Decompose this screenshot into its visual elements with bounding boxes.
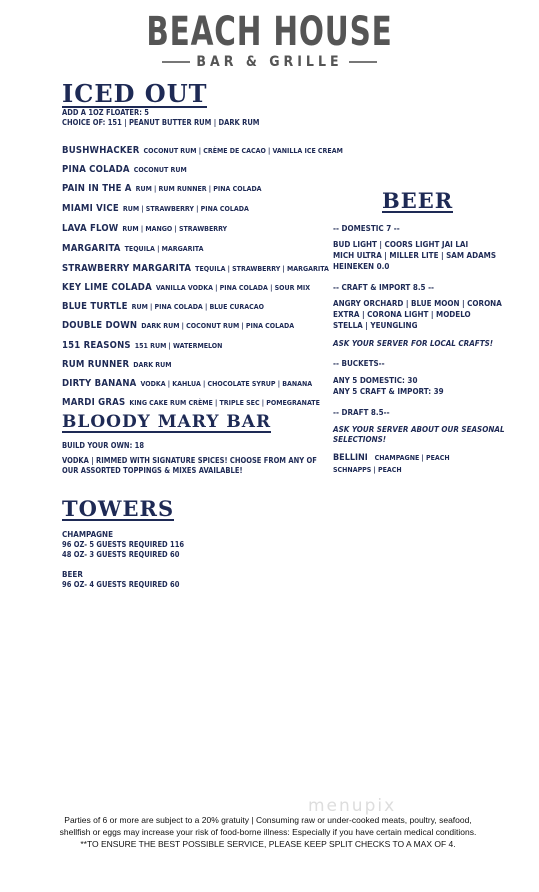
bloody-mary-title: BLOODY MARY BAR (62, 412, 272, 432)
drink-ingredients: COCONUT RUM (133, 166, 187, 174)
drink-item (62, 196, 249, 215)
logo-subtitle-text: BAR & GRILLE (196, 54, 343, 70)
beer-ask-local: ASK YOUR SERVER FOR LOCAL CRAFTS! (333, 339, 494, 348)
beer-bucket-craft: ANY 5 CRAFT & IMPORT: 39 (333, 387, 444, 396)
drink-ingredients: DARK RUM (133, 361, 172, 369)
drink-item (62, 256, 329, 275)
drink-item (62, 176, 262, 195)
bellini-ingredients: CHAMPAGNE | PEACH (374, 454, 450, 462)
drink-name: RUM RUNNER (62, 359, 130, 370)
beer-ask-seasonal-1: ASK YOUR SERVER ABOUT OUR SEASONAL (333, 425, 505, 434)
beer-craft-header: -- CRAFT & IMPORT 8.5 -- (333, 283, 435, 292)
drink-ingredients: TEQUILA | STRAWBERRY | MARGARITA (195, 265, 329, 273)
towers-title: TOWERS (62, 496, 175, 521)
beer-domestic-3: HEINEKEN 0.0 (333, 262, 390, 271)
drink-item (62, 371, 312, 390)
beer-domestic-header: -- DOMESTIC 7 -- (333, 224, 400, 233)
drink-name: STRAWBERRY MARGARITA (62, 263, 192, 274)
floater-choice: CHOICE OF: 151 | PEANUT BUTTER RUM | DARK RUM (62, 118, 260, 127)
drink-ingredients: 151 RUM | WATERMELON (134, 342, 223, 350)
drink-item (62, 390, 320, 409)
drink-ingredients: RUM | PINA COLADA | BLUE CURACAO (131, 303, 264, 311)
beer-domestic-2: MICH ULTRA | MILLER LITE | SAM ADAMS (333, 251, 497, 260)
tower-beer-96: 96 OZ- 4 GUESTS REQUIRED 60 (62, 580, 180, 589)
tower-beer-label: BEER (62, 570, 83, 579)
logo-rule-right (349, 61, 377, 63)
tower-champagne-96: 96 OZ- 5 GUESTS REQUIRED 116 (62, 540, 185, 549)
drink-name: MARGARITA (62, 243, 121, 254)
drink-item (62, 236, 203, 255)
drink-item (62, 157, 187, 176)
drink-item (62, 352, 172, 371)
drink-item (62, 275, 310, 294)
bloody-build-line: BUILD YOUR OWN: 18 (62, 441, 145, 450)
drink-name: BLUE TURTLE (62, 301, 128, 312)
tower-champagne-label: CHAMPAGNE (62, 530, 113, 539)
drink-name: PINA COLADA (62, 164, 130, 175)
drink-name: LAVA FLOW (62, 223, 119, 234)
drink-name: MARDI GRAS (62, 397, 126, 408)
drink-name: BUSHWHACKER (62, 145, 140, 156)
beer-craft-2: EXTRA | CORONA LIGHT | MODELO (333, 310, 471, 319)
logo-rule-left (162, 61, 190, 63)
logo-title: BEACH HOUSE (146, 9, 393, 55)
footer-disclaimer: Parties of 6 or more are subject to a 20% gratuity | Consuming raw or under-cooked meats, poultry, seafood, shellfish or eggs may increase your risk of food-borne illness: Especially if you have certain medical conditions. **TO ENSURE THE BEST POSSIBLE SERVICE, PLEASE KEEP SPLIT CHECKS TO A MAX OF 4. (59, 815, 477, 849)
beer-craft-1: ANGRY ORCHARD | BLUE MOON | CORONA (333, 299, 502, 308)
logo-subtitle (150, 54, 389, 70)
floater-note: ADD A 1OZ FLOATER: 5 (62, 108, 149, 117)
drink-item (62, 216, 227, 235)
watermark-logo: menupix (308, 796, 397, 816)
drink-ingredients: RUM | STRAWBERRY | PINA COLADA (122, 205, 249, 213)
drink-ingredients: RUM | RUM RUNNER | PINA COLADA (135, 185, 262, 193)
drink-item (62, 138, 343, 157)
beer-craft-3: STELLA | YEUNGLING (333, 321, 418, 330)
beer-ask-seasonal-2: SELECTIONS! (333, 435, 387, 444)
beer-buckets-header: -- BUCKETS-- (333, 359, 385, 368)
drink-name: DIRTY BANANA (62, 378, 137, 389)
beer-bucket-domestic: ANY 5 DOMESTIC: 30 (333, 376, 418, 385)
bloody-desc-2: OUR ASSORTED TOPPINGS & MIXES AVAILABLE! (62, 466, 243, 475)
drink-item (62, 313, 294, 332)
drink-item (62, 294, 264, 313)
drink-name: 151 REASONS (62, 340, 131, 351)
drink-name: DOUBLE DOWN (62, 320, 138, 331)
beer-draft-header: -- DRAFT 8.5-- (333, 408, 390, 417)
drink-item (62, 333, 222, 352)
drink-ingredients: KING CAKE RUM CRÈME | TRIPLE SEC | POMEGRANATE (129, 399, 320, 407)
drink-name: PAIN IN THE A (62, 183, 132, 194)
drink-name: MIAMI VICE (62, 203, 119, 214)
beer-title: BEER (382, 188, 454, 213)
beer-domestic-1: BUD LIGHT | COORS LIGHT JAI LAI (333, 240, 469, 249)
drink-ingredients: RUM | MANGO | STRAWBERRY (122, 225, 228, 233)
tower-champagne-48: 48 OZ- 3 GUESTS REQUIRED 60 (62, 550, 180, 559)
drink-ingredients: DARK RUM | COCONUT RUM | PINA COLADA (141, 322, 295, 330)
drink-name: KEY LIME COLADA (62, 282, 152, 293)
drink-ingredients: TEQUILA | MARGARITA (124, 245, 204, 253)
bellini-item (333, 453, 450, 464)
bellini-name: BELLINI (333, 453, 368, 463)
bellini-ingredients-2: SCHNAPPS | PEACH (333, 466, 402, 474)
drink-ingredients: COCONUT RUM | CRÈME DE CACAO | VANILLA ICE CREAM (143, 147, 343, 155)
bloody-desc-1: VODKA | RIMMED WITH SIGNATURE SPICES! CHOOSE FROM ANY OF (62, 456, 317, 465)
iced-out-title: ICED OUT (62, 79, 208, 108)
drink-ingredients: VODKA | KAHLUA | CHOCOLATE SYRUP | BANANA (140, 380, 313, 388)
drink-ingredients: VANILLA VODKA | PINA COLADA | SOUR MIX (155, 284, 311, 292)
